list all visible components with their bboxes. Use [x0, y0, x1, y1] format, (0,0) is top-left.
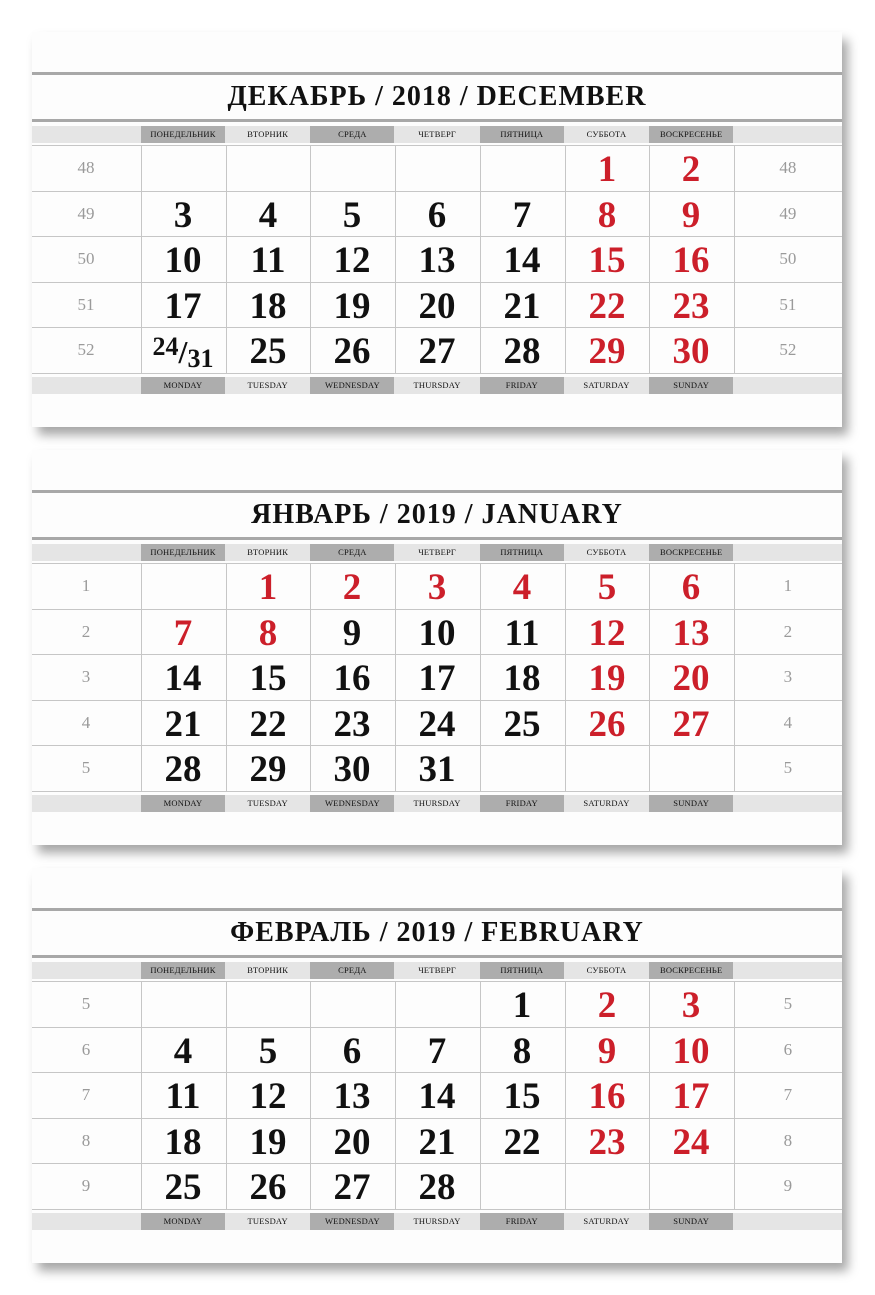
weekday-header-en: SATURDAY: [583, 380, 630, 390]
day-cell: 9: [342, 613, 362, 654]
weekday-header-en: THURSDAY: [413, 798, 461, 808]
weekday-header-en: MONDAY: [141, 1213, 225, 1230]
day-cell: 2: [597, 985, 617, 1026]
day-cell: 16: [672, 240, 710, 281]
day-cell: 17: [672, 1076, 710, 1117]
weekday-header-ru: ВТОРНИК: [247, 129, 289, 139]
day-cell: 18: [164, 1122, 202, 1163]
day-cell: 2: [681, 149, 701, 190]
day-cell: 3: [173, 195, 193, 236]
day-cell: 22: [503, 1122, 541, 1163]
day-cell: 17: [418, 658, 456, 699]
weekday-header-ru: СРЕДА: [310, 126, 394, 143]
day-cell: 14: [503, 240, 541, 281]
day-cell: 5: [597, 567, 617, 608]
week-number-left: 6: [81, 1040, 91, 1059]
week-number-left: 1: [81, 576, 91, 595]
day-cell: 15: [588, 240, 626, 281]
day-cell: 27: [672, 704, 710, 745]
day-cell: 13: [672, 613, 710, 654]
day-cell: 1: [512, 985, 532, 1026]
day-cell: [141, 327, 225, 372]
day-cell: 27: [333, 1167, 371, 1208]
day-cell: 8: [597, 195, 617, 236]
empty-day-cell: [226, 145, 310, 190]
day-cell: 25: [164, 1167, 202, 1208]
week-number-left: 7: [81, 1085, 91, 1104]
empty-day-cell: [565, 745, 649, 790]
grid-row-line: [32, 373, 842, 374]
day-cell: 7: [173, 613, 193, 654]
month-grid: [32, 563, 842, 793]
weekday-header-en-bar: [32, 795, 842, 812]
day-cell: 30: [333, 749, 371, 790]
day-cell: 21: [503, 286, 541, 327]
date-separator: /: [178, 334, 188, 370]
day-cell: 10: [672, 1031, 710, 1072]
weekday-header-en: FRIDAY: [480, 795, 564, 812]
day-cell: 25: [503, 704, 541, 745]
day-cell: 14: [164, 658, 202, 699]
day-cell: 10: [418, 613, 456, 654]
empty-day-cell: [141, 563, 225, 608]
day-cell: 21: [164, 704, 202, 745]
week-number-right: 5: [783, 994, 793, 1013]
day-cell: 22: [249, 704, 287, 745]
month-title: ФЕВРАЛЬ / 2019 / FEBRUARY: [230, 917, 644, 948]
day-cell: 17: [164, 286, 202, 327]
week-number-right: 49: [779, 204, 797, 223]
weekday-header-ru: ВТОРНИК: [247, 965, 289, 975]
week-number-left: 8: [81, 1131, 91, 1150]
weekday-header-ru: ВОСКРЕСЕНЬЕ: [649, 126, 733, 143]
day-cell: 28: [503, 331, 541, 372]
weekday-header-en-bar: [32, 1213, 842, 1230]
weekday-header-ru: ПЯТНИЦА: [480, 126, 564, 143]
weekday-header-ru: СУББОТА: [586, 547, 627, 557]
day-cell: 3: [681, 985, 701, 1026]
day-cell: 1: [597, 149, 617, 190]
weekday-header-en: SUNDAY: [649, 795, 733, 812]
day-cell: 16: [333, 658, 371, 699]
week-number-right: 51: [779, 295, 797, 314]
week-number-right: 2: [783, 622, 793, 641]
month-title: ДЕКАБРЬ / 2018 / DECEMBER: [227, 81, 647, 112]
day-cell: 19: [588, 658, 626, 699]
day-cell: 29: [249, 749, 287, 790]
weekday-header-ru-bar: [32, 962, 842, 979]
day-cell: 22: [588, 286, 626, 327]
weekday-header-en: SUNDAY: [649, 1213, 733, 1230]
week-number-right: 8: [783, 1131, 793, 1150]
weekday-header-ru: ЧЕТВЕРГ: [418, 129, 456, 139]
week-number-left: 2: [81, 622, 91, 641]
weekday-header-ru: ЧЕТВЕРГ: [418, 547, 456, 557]
day-cell: 16: [588, 1076, 626, 1117]
day-cell: 1: [258, 567, 278, 608]
weekday-header-ru: ПЯТНИЦА: [480, 544, 564, 561]
day-cell: 20: [333, 1122, 371, 1163]
week-number-right: 4: [783, 713, 793, 732]
month-title: ЯНВАРЬ / 2019 / JANUARY: [251, 499, 623, 530]
month-title-band: [32, 908, 842, 958]
day-cell: 19: [333, 286, 371, 327]
week-number-right: 9: [783, 1176, 793, 1195]
week-number-right: 5: [783, 758, 793, 777]
weekday-header-en: WEDNESDAY: [310, 795, 394, 812]
weekday-header-en: MONDAY: [141, 795, 225, 812]
empty-day-cell: [141, 145, 225, 190]
day-cell: 11: [250, 240, 286, 281]
day-cell: 5: [258, 1031, 278, 1072]
weekday-header-en: MONDAY: [141, 377, 225, 394]
day-cell: 31: [418, 749, 456, 790]
week-number-left: 5: [81, 758, 91, 777]
weekday-header-en: TUESDAY: [247, 1216, 288, 1226]
week-number-right: 6: [783, 1040, 793, 1059]
empty-day-cell: [226, 981, 310, 1026]
empty-day-cell: [310, 145, 394, 190]
weekday-header-ru: ВТОРНИК: [247, 547, 289, 557]
week-number-right: 7: [783, 1085, 793, 1104]
day-cell: 8: [512, 1031, 532, 1072]
weekday-header-en: SATURDAY: [583, 798, 630, 808]
day-cell: 19: [249, 1122, 287, 1163]
month-panel: [32, 450, 842, 845]
weekday-header-ru-bar: [32, 126, 842, 143]
day-cell: 14: [418, 1076, 456, 1117]
day-cell: 10: [164, 240, 202, 281]
week-number-left: 9: [81, 1176, 91, 1195]
day-cell: 23: [588, 1122, 626, 1163]
day-cell: 18: [503, 658, 541, 699]
weekday-header-en: TUESDAY: [247, 798, 288, 808]
day-cell: 5: [342, 195, 362, 236]
day-cell: 26: [588, 704, 626, 745]
weekday-header-ru: ПОНЕДЕЛЬНИК: [141, 544, 225, 561]
day-cell: 7: [512, 195, 532, 236]
weekday-header-en: WEDNESDAY: [310, 377, 394, 394]
empty-day-cell: [649, 745, 733, 790]
weekday-header-ru: ПЯТНИЦА: [480, 962, 564, 979]
day-cell: 4: [173, 1031, 193, 1072]
grid-row-line: [32, 791, 842, 792]
day-cell: 4: [512, 567, 532, 608]
month-title-band: [32, 72, 842, 122]
week-number-left: 49: [77, 204, 95, 223]
empty-day-cell: [480, 1163, 564, 1208]
week-number-left: 3: [81, 667, 91, 686]
month-panel: [32, 32, 842, 427]
weekday-header-ru-bar: [32, 544, 842, 561]
weekday-header-ru: СУББОТА: [586, 965, 627, 975]
week-number-right: 52: [779, 340, 797, 359]
day-cell: 30: [672, 331, 710, 372]
month-grid: [32, 981, 842, 1211]
day-cell: 11: [165, 1076, 201, 1117]
month-panel: [32, 868, 842, 1263]
month-grid: [32, 145, 842, 375]
weekday-header-en: TUESDAY: [247, 380, 288, 390]
day-cell: 6: [427, 195, 447, 236]
day-cell: 6: [681, 567, 701, 608]
empty-day-cell: [565, 1163, 649, 1208]
weekday-header-ru: СРЕДА: [310, 544, 394, 561]
empty-day-cell: [649, 1163, 733, 1208]
weekday-header-ru: ВОСКРЕСЕНЬЕ: [649, 962, 733, 979]
weekday-header-ru: ЧЕТВЕРГ: [418, 965, 456, 975]
day-cell: 21: [418, 1122, 456, 1163]
day-cell: 12: [249, 1076, 287, 1117]
day-cell: 3: [427, 567, 447, 608]
day-cell: 8: [258, 613, 278, 654]
day-cell: 15: [249, 658, 287, 699]
week-number-right: 3: [783, 667, 793, 686]
week-number-left: 48: [77, 158, 95, 177]
day-cell: 28: [164, 749, 202, 790]
empty-day-cell: [395, 981, 479, 1026]
day-cell: 28: [418, 1167, 456, 1208]
day-number: 24: [152, 332, 179, 361]
day-cell: 2: [342, 567, 362, 608]
day-cell: 12: [588, 613, 626, 654]
day-cell: 13: [418, 240, 456, 281]
day-cell: 11: [504, 613, 540, 654]
day-cell: 9: [597, 1031, 617, 1072]
weekday-header-en: SATURDAY: [583, 1216, 630, 1226]
empty-day-cell: [395, 145, 479, 190]
day-cell: 20: [672, 658, 710, 699]
day-cell: 20: [418, 286, 456, 327]
week-number-right: 50: [779, 249, 797, 268]
weekday-header-ru: ПОНЕДЕЛЬНИК: [141, 126, 225, 143]
week-number-left: 4: [81, 713, 91, 732]
day-cell: 26: [333, 331, 371, 372]
day-cell: 9: [681, 195, 701, 236]
week-number-left: 50: [77, 249, 95, 268]
day-cell: 23: [672, 286, 710, 327]
day-cell: 29: [588, 331, 626, 372]
month-title-band: [32, 490, 842, 540]
day-cell: 15: [503, 1076, 541, 1117]
day-cell: 24: [418, 704, 456, 745]
grid-row-line: [32, 1209, 842, 1210]
weekday-header-ru: ВОСКРЕСЕНЬЕ: [649, 544, 733, 561]
weekday-header-en: SUNDAY: [649, 377, 733, 394]
empty-day-cell: [480, 145, 564, 190]
weekday-header-en-bar: [32, 377, 842, 394]
empty-day-cell: [310, 981, 394, 1026]
weekday-header-en: THURSDAY: [413, 380, 461, 390]
weekday-header-ru: ПОНЕДЕЛЬНИК: [141, 962, 225, 979]
weekday-header-ru: СУББОТА: [586, 129, 627, 139]
day-cell: 24: [672, 1122, 710, 1163]
day-cell: 7: [427, 1031, 447, 1072]
week-number-left: 52: [77, 340, 95, 359]
day-number-second: 31: [187, 344, 214, 373]
day-cell: 18: [249, 286, 287, 327]
day-cell: 13: [333, 1076, 371, 1117]
weekday-header-en: FRIDAY: [480, 377, 564, 394]
day-cell: 25: [249, 331, 287, 372]
day-cell: 27: [418, 331, 456, 372]
weekday-header-ru: СРЕДА: [310, 962, 394, 979]
week-number-right: 48: [779, 158, 797, 177]
week-number-left: 5: [81, 994, 91, 1013]
week-number-right: 1: [783, 576, 793, 595]
day-cell: 26: [249, 1167, 287, 1208]
empty-day-cell: [480, 745, 564, 790]
weekday-header-en: FRIDAY: [480, 1213, 564, 1230]
empty-day-cell: [141, 981, 225, 1026]
weekday-header-en: THURSDAY: [413, 1216, 461, 1226]
week-number-left: 51: [77, 295, 95, 314]
weekday-header-en: WEDNESDAY: [310, 1213, 394, 1230]
day-cell: 6: [342, 1031, 362, 1072]
day-cell: 23: [333, 704, 371, 745]
day-cell: 12: [333, 240, 371, 281]
day-cell: 4: [258, 195, 278, 236]
